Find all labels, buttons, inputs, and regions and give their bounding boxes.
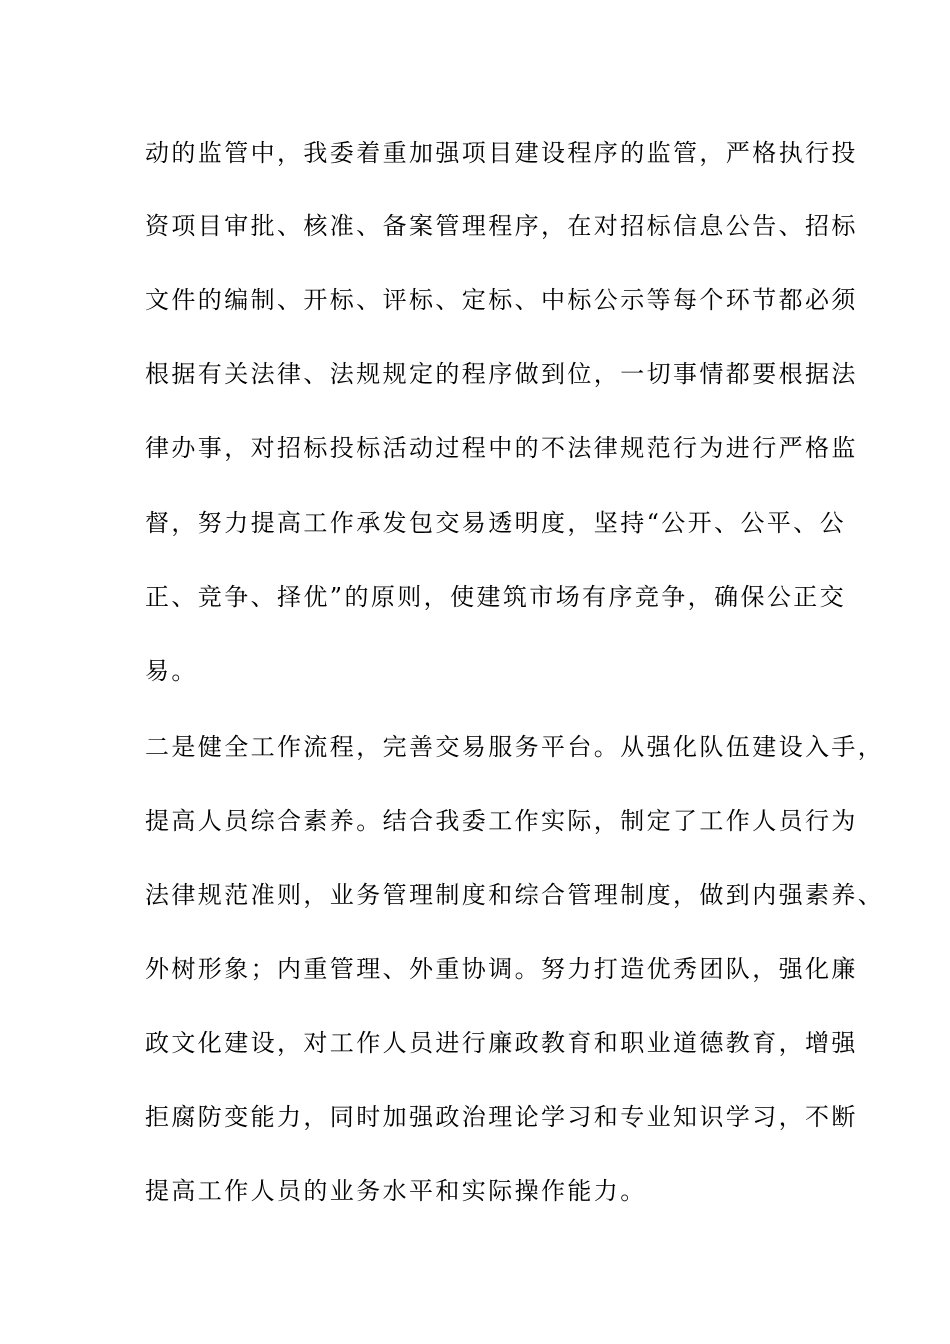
paragraph-line: 督，努力提高工作承发包交易透明度，坚持“公开、公平、公 <box>145 509 847 537</box>
paragraph-line: 动的监管中，我委着重加强项目建设程序的监管，严格执行投 <box>145 139 858 167</box>
paragraph-line: 律办事，对招标投标活动过程中的不法律规范行为进行严格监 <box>145 434 858 462</box>
paragraph-line: 外树形象；内重管理、外重协调。努力打造优秀团队，强化廉 <box>145 955 858 983</box>
paragraph-line: 文件的编制、开标、评标、定标、中标公示等每个环节都必须 <box>145 286 858 314</box>
paragraph-line: 资项目审批、核准、备案管理程序，在对招标信息公告、招标 <box>145 212 858 240</box>
paragraph-line: 易。 <box>145 657 198 685</box>
paragraph-line: 拒腐防变能力，同时加强政治理论学习和专业知识学习，不断 <box>145 1103 858 1131</box>
paragraph-line: 法律规范准则，业务管理制度和综合管理制度，做到内强素养、 <box>145 881 885 909</box>
paragraph-line: 根据有关法律、法规规定的程序做到位，一切事情都要根据法 <box>145 360 858 388</box>
paragraph-line: 提高人员综合素养。结合我委工作实际，制定了工作人员行为 <box>145 807 858 835</box>
paragraph-line: 二是健全工作流程，完善交易服务平台。从强化队伍建设入手， <box>145 733 885 761</box>
paragraph-line: 正、竞争、择优”的原则，使建筑市场有序竞争，确保公正交 <box>145 583 847 611</box>
paragraph-line: 政文化建设，对工作人员进行廉政教育和职业道德教育，增强 <box>145 1029 858 1057</box>
paragraph-line: 提高工作人员的业务水平和实际操作能力。 <box>145 1177 647 1205</box>
